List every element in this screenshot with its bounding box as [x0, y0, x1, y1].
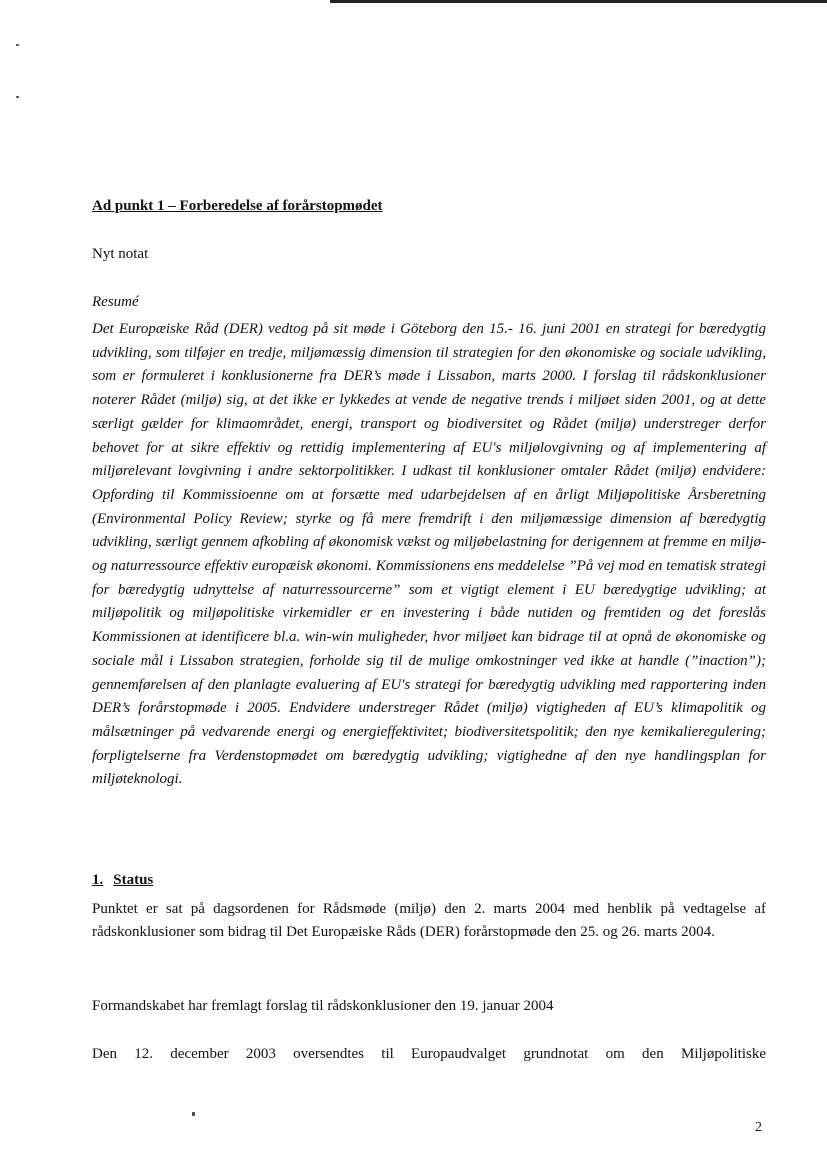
section-title: Status [113, 872, 154, 888]
page-number: 2 [755, 1120, 762, 1135]
status-paragraph: Formandskabet har fremlagt forslag til rådskonklusioner den 19. januar 2004 [92, 998, 554, 1014]
resume-body: Det Europæiske Råd (DER) vedtog på sit møde i Göteborg den 15.- 16. juni 2001 en strategi for bæredygtig udvikling, som tilføjer en tredje, miljømæssig dimension til strategien for den økonomiske og sociale udvikling, som er formuleret i konklusionerne fra DER’s møde i Lissabon, marts 2000. I forslag til rådskonklusioner noterer Rådet (miljø) sig, at det ikke er lykkedes at vende de negative trends i miljøet siden 2001, og at dette særligt gælder for klimaområdet, energi, transport og biodiversitet og Rådet (miljø) understreger derfor behovet for at sikre effektiv og rettidig implementering af EU's miljølovgivning og af implementering af miljørelevant lovgivning i andre sektorpolitikker. I udkast til konklusioner omtaler Rådet (miljø) endvidere: Opfording til Kommissioenne om at forsætte med udarbejdelsen af en årligt Miljøpolitiske Årsberetning (Environmental Policy Review; styrke og få mere fremdrift i den miljømæssige dimension af bæredygtig udvikling, særligt gennem afkobling af økonomisk vækst og miljøbelastning for derigennem at fremme en miljø- og naturressource effektiv europæisk økonomi. Kommissionens ens meddelelse ”På vej mod en tematisk strategi for bæredygtig udnyttelse af naturressourcerne” som et vigtigt element i EU bæredygtige udvikling; at miljøpolitik og miljøpolitiske virkemidler er en investering i både nutiden og fremtiden og det foreslås Kommissionen at identificere bl.a. win-win muligheder, hvor miljøet kan bidrage til at opnå de økonomiske og sociale mål i Lissabon strategien, forholde sig til de mulige omkostninger ved ikke at handle (”inaction”); gennemførelsen af den planlagte evaluering af EU's strategi for bæredygtig udvikling med rapportering inden DER’s forårstopmøde i 2005. Endvidere understreger Rådet (miljø) vigtigheden af EU’s klimapolitik og målsætninger på vedvarende energi og energieffektivitet; biodiversitetspolitik; den nye kemikalieregulering; forpligtelserne fra Verdenstopmødet om bæredygtig udvikling; vigtighedne af den nye handlingsplan for miljøteknologi. [92, 321, 766, 788]
section-number: 1. [92, 872, 104, 888]
section-status-heading [92, 872, 153, 889]
status-paragraph: Den 12. december 2003 oversendtes til Europaudvalget grundnotat om den Miljøpolitiske [92, 1046, 766, 1062]
scan-speck [192, 1112, 195, 1116]
scan-top-border [330, 0, 827, 3]
resume-title: Resumé [92, 294, 139, 310]
note-subtitle: Nyt notat [92, 246, 149, 262]
status-paragraph: Punktet er sat på dagsordenen for Rådsmøde (miljø) den 2. marts 2004 med henblik på vedtagelse af rådskonklusioner som bidrag til Det Europæiske Råds (DER) forårstopmøde den 25. og 26. marts 2004. [92, 901, 766, 940]
agenda-heading: Ad punkt 1 – Forberedelse af forårstopmødet [92, 198, 383, 214]
scan-speck [16, 44, 19, 46]
scan-speck [16, 96, 19, 98]
